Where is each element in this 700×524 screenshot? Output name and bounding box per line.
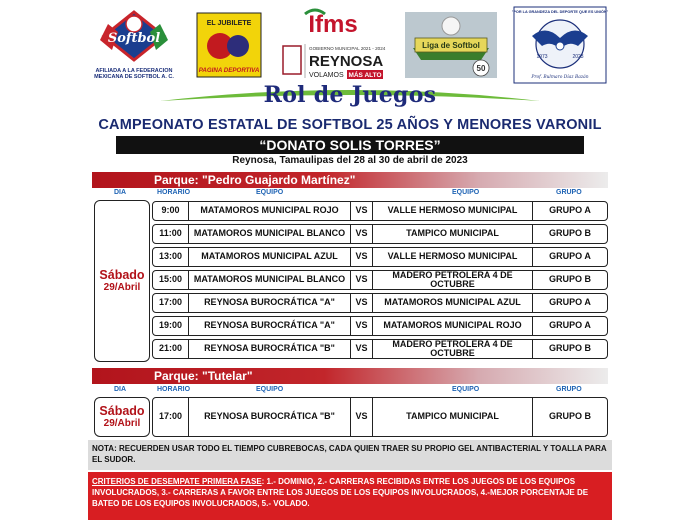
group-label: GRUPO A: [549, 205, 591, 216]
col-head-horario: HORARIO: [157, 386, 191, 393]
softball-icon: [442, 17, 460, 35]
away-team: MADERO PETROLERA 4 DE OCTUBRE: [373, 271, 533, 289]
game-time: 13:00: [153, 248, 189, 266]
table-row: [152, 201, 608, 221]
table-row: [152, 247, 608, 267]
col-head-equipo-2: EQUIPO: [452, 189, 480, 196]
table-row: [152, 224, 608, 244]
park-header-1: [92, 172, 608, 188]
away-team: MATAMOROS MUNICIPAL ROJO: [373, 317, 533, 335]
game-time: 21:00: [153, 340, 189, 358]
championship-title: CAMPEONATO ESTATAL DE SOFTBOL 25 AÑOS Y MENORES VARONIL: [98, 117, 602, 133]
day-name: Sábado: [99, 404, 145, 418]
table-row: [152, 397, 608, 437]
tiebreak-criteria: [88, 472, 612, 520]
game-time: 9:00: [153, 202, 189, 220]
svg-text:VOLAMOS: VOLAMOS: [309, 72, 344, 79]
svg-text:"POR LA GRANDEZA DEL DEPORTE Q: "POR LA GRANDEZA DEL DEPORTE QUE ES UNIÓN": [512, 10, 608, 14]
col-head-equipo-1: EQUIPO: [256, 386, 284, 393]
vs-label: VS: [351, 294, 373, 312]
group-label: GRUPO B: [548, 411, 591, 422]
away-team: MATAMOROS MUNICIPAL AZUL: [373, 294, 533, 312]
away-team: VALLE HERMOSO MUNICIPAL: [373, 202, 533, 220]
vs-label: VS: [351, 248, 373, 266]
svg-text:Prof. Bulmaro Díaz Bazán: Prof. Bulmaro Díaz Bazán: [531, 75, 589, 80]
honoree-banner: “DONATO SOLIS TORRES”: [116, 136, 584, 154]
svg-text:Softbol: Softbol: [107, 30, 161, 46]
home-team: REYNOSA BUROCRÁTICA "B": [189, 340, 351, 358]
softbol-association-caption: AFILIADA A LA FEDERACION MEXICANA DE SOFTBOL A. C.: [94, 67, 174, 80]
vs-label: VS: [351, 202, 373, 220]
game-time: 17:00: [153, 398, 189, 436]
eagle-league-logo: [512, 6, 608, 84]
municipal-government-logo: [277, 6, 389, 84]
vs-label: VS: [351, 398, 373, 436]
criteria-label: CRITERIOS DE DESEMPATE PRIMERA FASE: [92, 477, 262, 486]
home-team: REYNOSA BUROCRÁTICA "A": [189, 317, 351, 335]
day-box-1: [94, 200, 150, 362]
park-header-2: [92, 368, 608, 384]
away-team: MADERO PETROLERA 4 DE OCTUBRE: [373, 340, 533, 358]
softball-diamond-icon: [94, 10, 174, 68]
column-headers-1: [92, 189, 608, 199]
vs-label: VS: [351, 271, 373, 289]
ball-icon: [227, 35, 249, 57]
group-label: GRUPO A: [549, 320, 591, 331]
logo-strip: [88, 6, 608, 84]
svg-text:1973: 1973: [536, 54, 548, 60]
away-team: VALLE HERMOSO MUNICIPAL: [373, 248, 533, 266]
softbol-association-logo: [88, 6, 180, 84]
vs-label: VS: [351, 225, 373, 243]
game-time: 11:00: [153, 225, 189, 243]
day-name: Sábado: [99, 268, 145, 282]
home-team: MATAMOROS MUNICIPAL AZUL: [189, 248, 351, 266]
page-title: Rol de Juegos: [263, 82, 437, 108]
group-label: GRUPO A: [549, 297, 591, 308]
svg-text:REYNOSA: REYNOSA: [309, 53, 384, 70]
game-time: 17:00: [153, 294, 189, 312]
home-team: MATAMOROS MUNICIPAL ROJO: [189, 202, 351, 220]
game-time: 19:00: [153, 317, 189, 335]
vs-label: VS: [351, 317, 373, 335]
col-head-dia: DIA: [114, 189, 127, 196]
park-name: Parque: "Tutelar": [154, 369, 253, 383]
home-team: REYNOSA BUROCRÁTICA "B": [189, 398, 351, 436]
svg-text:2023: 2023: [572, 54, 584, 60]
svg-text:PAGINA DEPORTIVA: PAGINA DEPORTIVA: [198, 67, 259, 74]
group-label: GRUPO B: [548, 274, 591, 285]
col-head-equipo-1: EQUIPO: [256, 189, 284, 196]
criteria-text: : 1.- DOMINIO, 2.- CARRERAS RECIBIDAS ENTRE LOS JUEGOS DE LOS EQUIPOS INVOLUCRADOS, 3.- CARRERAS A FAVOR ENTRE LOS JUEGOS DE LOS EQUIPOS INVOLUCRADOS, 4.-MEJOR PORCENTAJE DE BATEO DE LOS EQUIPOS INVOLUCRADOS, 5.- VOLADO.: [92, 477, 589, 508]
col-head-equipo-2: EQUIPO: [452, 386, 480, 393]
health-note: NOTA: RECUERDEN USAR TODO EL TIEMPO CUBREBOCAS, CADA QUIEN TRAER SU PROPIO GEL ANTIBACTERIAL Y TOALLA PARA EL SUDOR.: [88, 440, 612, 470]
svg-text:MÁS ALTO: MÁS ALTO: [348, 72, 382, 79]
col-head-horario: HORARIO: [157, 189, 191, 196]
day-date: 29/Abril: [103, 282, 141, 293]
softball-league-logo: [405, 6, 497, 84]
svg-text:EL JUBILETE: EL JUBILETE: [206, 20, 251, 27]
group-label: GRUPO B: [548, 343, 591, 354]
svg-text:Liga de Softbol: Liga de Softbol: [421, 41, 480, 50]
park-name: Parque: "Pedro Guajardo Martínez": [154, 173, 356, 187]
away-team: TAMPICO MUNICIPAL: [373, 398, 533, 436]
location-dates: Reynosa, Tamaulipas del 28 al 30 de abril de 2023: [232, 155, 468, 166]
col-head-grupo: GRUPO: [556, 386, 582, 393]
jubilete-logo: [196, 6, 262, 84]
vs-label: VS: [351, 340, 373, 358]
game-time: 15:00: [153, 271, 189, 289]
table-row: [152, 339, 608, 359]
day-date: 29/Abril: [103, 418, 141, 429]
table-row: [152, 270, 608, 290]
svg-text:50: 50: [476, 64, 485, 73]
home-team: REYNOSA BUROCRÁTICA "A": [189, 294, 351, 312]
svg-text:GOBIERNO MUNICIPAL 2021 - 2024: GOBIERNO MUNICIPAL 2021 - 2024: [309, 46, 386, 51]
table-row: [152, 316, 608, 336]
home-team: MATAMOROS MUNICIPAL BLANCO: [189, 225, 351, 243]
city-shield-icon: [283, 46, 301, 74]
column-headers-2: [92, 386, 608, 396]
col-head-grupo: GRUPO: [556, 189, 582, 196]
col-head-dia: DIA: [114, 386, 127, 393]
group-label: GRUPO A: [549, 251, 591, 262]
day-box-2: [94, 397, 150, 437]
away-team: TAMPICO MUNICIPAL: [373, 225, 533, 243]
group-label: GRUPO B: [548, 228, 591, 239]
svg-text:Ifms: Ifms: [308, 11, 358, 38]
home-team: MATAMOROS MUNICIPAL BLANCO: [189, 271, 351, 289]
table-row: [152, 293, 608, 313]
